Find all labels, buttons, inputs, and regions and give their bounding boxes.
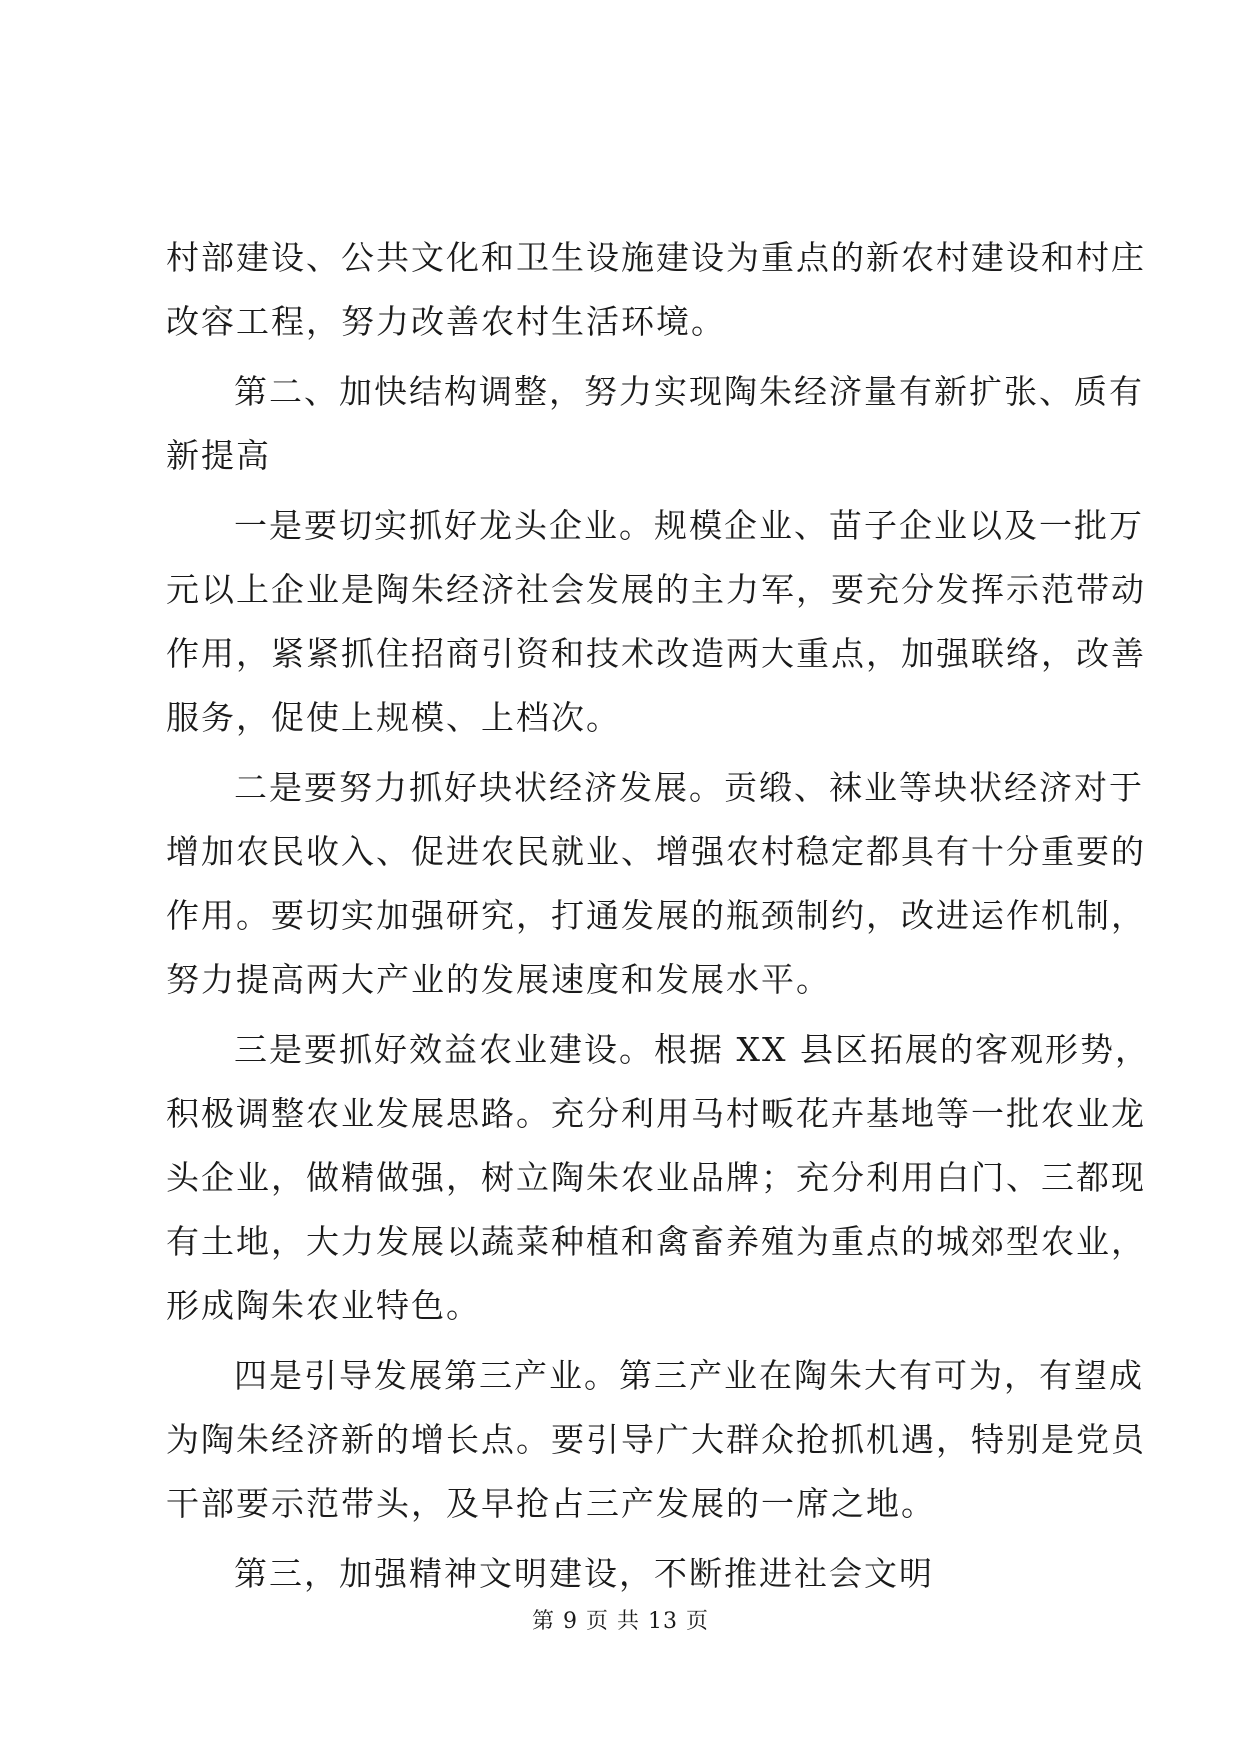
text-line: 服务，促使上规模、上档次。 bbox=[166, 698, 621, 737]
text-line: 二是要努力抓好块状经济发展。贡缎、袜业等块状经济对于 bbox=[234, 768, 1144, 807]
text-line: 四是引导发展第三产业。第三产业在陶朱大有可为，有望成 bbox=[234, 1356, 1144, 1395]
text-line: 第二、加快结构调整，努力实现陶朱经济量有新扩张、质有 bbox=[234, 372, 1144, 411]
text-line: 头企业，做精做强，树立陶朱农业品牌；充分利用白门、三都现 bbox=[166, 1158, 1146, 1197]
paragraph-5 bbox=[166, 1018, 1150, 1338]
text-line: 村部建设、公共文化和卫生设施建设为重点的新农村建设和村庄 bbox=[166, 238, 1146, 277]
text-line: 形成陶朱农业特色。 bbox=[166, 1286, 481, 1325]
paragraph-4 bbox=[166, 756, 1146, 1012]
text-line: 三是要抓好效益农业建设。根据 XX 县区拓展的客观形势， bbox=[234, 1030, 1150, 1069]
paragraph-1 bbox=[166, 226, 1146, 354]
text-line: 增加农民收入、促进农民就业、增强农村稳定都具有十分重要的 bbox=[166, 832, 1146, 871]
text-line: 积极调整农业发展思路。充分利用马村畈花卉基地等一批农业龙 bbox=[166, 1094, 1146, 1133]
paragraph-7-heading bbox=[166, 1542, 1076, 1606]
text-line: 元以上企业是陶朱经济社会发展的主力军，要充分发挥示范带动 bbox=[166, 570, 1146, 609]
paragraph-6 bbox=[166, 1344, 1146, 1536]
text-line: 改容工程，努力改善农村生活环境。 bbox=[166, 302, 726, 341]
text-line: 新提高 bbox=[166, 436, 271, 475]
text-line: 为陶朱经济新的增长点。要引导广大群众抢抓机遇，特别是党员 bbox=[166, 1420, 1146, 1459]
text-line: 干部要示范带头，及早抢占三产发展的一席之地。 bbox=[166, 1484, 936, 1523]
page-number-footer: 第 9 页 共 13 页 bbox=[532, 1609, 709, 1634]
paragraph-2-heading bbox=[166, 360, 1144, 488]
text-line: 作用，紧紧抓住招商引资和技术改造两大重点，加强联络，改善 bbox=[166, 634, 1146, 673]
paragraph-3 bbox=[166, 494, 1146, 750]
text-line: 努力提高两大产业的发展速度和发展水平。 bbox=[166, 960, 831, 999]
document-body bbox=[166, 226, 1150, 1606]
text-line: 一是要切实抓好龙头企业。规模企业、苗子企业以及一批万 bbox=[234, 506, 1144, 545]
text-line: 第三，加强精神文明建设，不断推进社会文明 bbox=[234, 1554, 934, 1593]
text-line: 作用。要切实加强研究，打通发展的瓶颈制约，改进运作机制， bbox=[166, 896, 1146, 935]
text-line: 有土地，大力发展以蔬菜种植和禽畜养殖为重点的城郊型农业， bbox=[166, 1222, 1146, 1261]
